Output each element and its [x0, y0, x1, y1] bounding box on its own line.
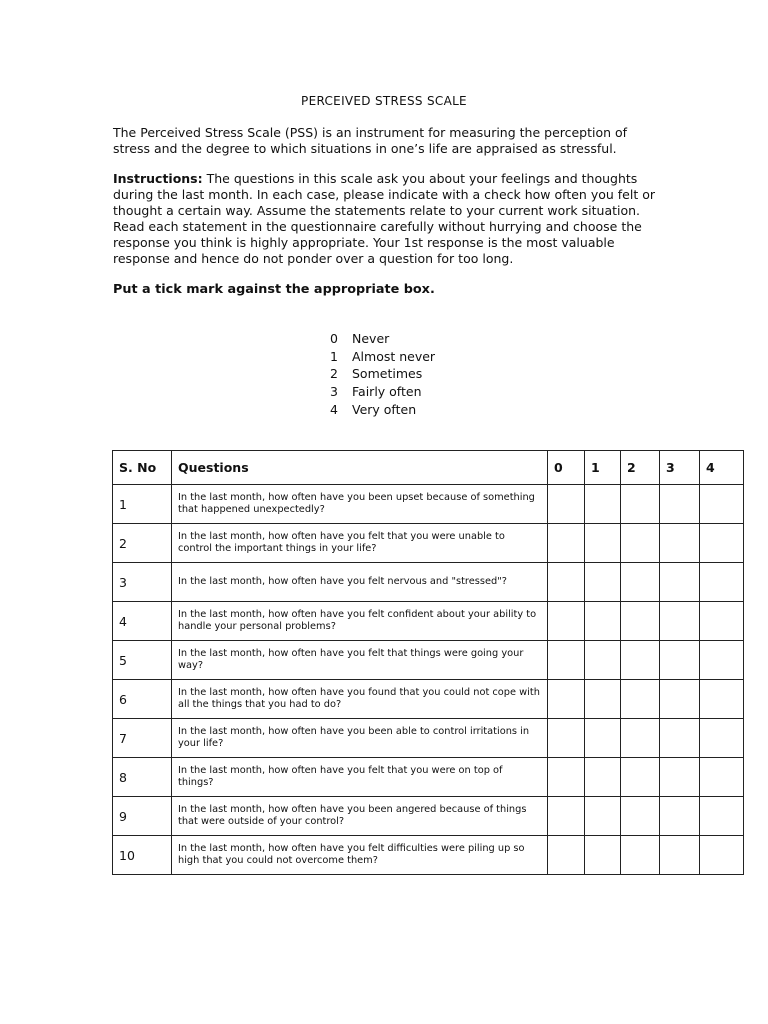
tick-box-3[interactable]: [660, 836, 700, 875]
row-question: In the last month, how often have you been able to control irritations in your life?: [172, 719, 548, 758]
tick-box-4[interactable]: [700, 719, 744, 758]
tick-box-0[interactable]: [548, 563, 585, 602]
row-question: In the last month, how often have you felt that things were going your way?: [172, 641, 548, 680]
tick-box-0[interactable]: [548, 758, 585, 797]
tick-box-1[interactable]: [585, 563, 621, 602]
tick-box-0[interactable]: [548, 641, 585, 680]
scale-item: [330, 401, 435, 419]
tick-box-0[interactable]: [548, 836, 585, 875]
tick-box-4[interactable]: [700, 485, 744, 524]
table-row: [113, 719, 744, 758]
tick-instruction: Put a tick mark against the appropriate box.: [113, 282, 435, 297]
tick-box-1[interactable]: [585, 485, 621, 524]
row-question: In the last month, how often have you felt difficulties were piling up so high that you could not overcome them?: [172, 836, 548, 875]
stress-questionnaire-table: [112, 450, 744, 875]
tick-box-1[interactable]: [585, 758, 621, 797]
tick-box-3[interactable]: [660, 563, 700, 602]
tick-box-1[interactable]: [585, 797, 621, 836]
tick-box-1[interactable]: [585, 719, 621, 758]
tick-box-3[interactable]: [660, 719, 700, 758]
header-questions: Questions: [172, 451, 548, 485]
table-row: [113, 641, 744, 680]
tick-box-2[interactable]: [621, 563, 660, 602]
row-sno: 8: [113, 758, 172, 797]
tick-box-0[interactable]: [548, 524, 585, 563]
header-option-1: 1: [585, 451, 621, 485]
scale-label: Fairly often: [352, 384, 422, 400]
row-question: In the last month, how often have you been angered because of things that were outside of your control?: [172, 797, 548, 836]
row-question: In the last month, how often have you felt that you were unable to control the important things in your life?: [172, 524, 548, 563]
tick-box-2[interactable]: [621, 680, 660, 719]
scale-item: [330, 348, 435, 366]
row-sno: 2: [113, 524, 172, 563]
table-row: [113, 836, 744, 875]
scale-value: 4: [330, 401, 338, 417]
tick-box-1[interactable]: [585, 524, 621, 563]
row-sno: 7: [113, 719, 172, 758]
scale-label: Almost never: [352, 348, 436, 364]
row-question: In the last month, how often have you felt confident about your ability to handle your personal problems?: [172, 602, 548, 641]
row-question: In the last month, how often have you been upset because of something that happened unexpectedly?: [172, 485, 548, 524]
page-title: PERCEIVED STRESS SCALE: [301, 94, 467, 108]
row-sno: 6: [113, 680, 172, 719]
table-row: [113, 524, 744, 563]
table-row: [113, 680, 744, 719]
instructions-text: The questions in this scale ask you about your feelings and thoughts during the last month. In each case, please indicate with a check how often you felt or thought a certain way. Assume the statements relate to your current work situation. Read each statement in the questionnaire carefully without hurrying and choose the response you think is highly appropriate. Your 1st response is the most valuable response and hence do not ponder over a question for too long.: [113, 171, 655, 266]
row-sno: 1: [113, 485, 172, 524]
scale-value: 0: [330, 331, 338, 346]
intro-paragraph: The Perceived Stress Scale (PSS) is an instrument for measuring the perception of stress and the degree to which situations in one’s life are appraised as stressful.: [113, 125, 628, 156]
tick-box-3[interactable]: [660, 602, 700, 641]
tick-box-2[interactable]: [621, 485, 660, 524]
tick-box-4[interactable]: [700, 524, 744, 563]
tick-box-2[interactable]: [621, 836, 660, 875]
tick-box-1[interactable]: [585, 602, 621, 641]
header-option-2: 2: [621, 451, 660, 485]
tick-box-2[interactable]: [621, 719, 660, 758]
tick-box-0[interactable]: [548, 602, 585, 641]
row-sno: 3: [113, 563, 172, 602]
instructions-label: Instructions:: [113, 171, 203, 186]
table-row: [113, 485, 744, 524]
tick-box-3[interactable]: [660, 797, 700, 836]
tick-box-4[interactable]: [700, 836, 744, 875]
tick-box-0[interactable]: [548, 680, 585, 719]
table-row: [113, 797, 744, 836]
tick-box-4[interactable]: [700, 563, 744, 602]
tick-box-2[interactable]: [621, 524, 660, 563]
header-option-4: 4: [700, 451, 744, 485]
instructions-paragraph: [113, 171, 658, 267]
scale-item: [330, 365, 435, 383]
tick-box-2[interactable]: [621, 797, 660, 836]
tick-box-3[interactable]: [660, 758, 700, 797]
tick-box-0[interactable]: [548, 797, 585, 836]
row-question: In the last month, how often have you felt that you were on top of things?: [172, 758, 548, 797]
row-sno: 5: [113, 641, 172, 680]
table-row: [113, 563, 744, 602]
table-row: [113, 602, 744, 641]
row-sno: 9: [113, 797, 172, 836]
scale-value: 1: [330, 348, 338, 364]
scale-value: 2: [330, 366, 338, 382]
tick-box-4[interactable]: [700, 758, 744, 797]
scale-label: Never: [352, 331, 390, 346]
row-question: In the last month, how often have you found that you could not cope with all the things that you had to do?: [172, 680, 548, 719]
tick-box-2[interactable]: [621, 602, 660, 641]
tick-box-4[interactable]: [700, 680, 744, 719]
header-option-0: 0: [548, 451, 585, 485]
response-scale-legend: [330, 330, 435, 418]
tick-box-1[interactable]: [585, 680, 621, 719]
scale-label: Very often: [352, 401, 417, 417]
table-header-row: [113, 451, 744, 485]
row-sno: 10: [113, 836, 172, 875]
tick-box-0[interactable]: [548, 485, 585, 524]
row-sno: 4: [113, 602, 172, 641]
scale-item: [330, 330, 435, 348]
scale-value: 3: [330, 384, 338, 400]
tick-box-1[interactable]: [585, 641, 621, 680]
scale-item: [330, 383, 435, 401]
tick-box-2[interactable]: [621, 758, 660, 797]
tick-box-3[interactable]: [660, 524, 700, 563]
scale-label: Sometimes: [352, 366, 423, 382]
tick-box-4[interactable]: [700, 641, 744, 680]
row-question: In the last month, how often have you felt nervous and "stressed"?: [172, 563, 548, 602]
tick-box-3[interactable]: [660, 485, 700, 524]
tick-box-1[interactable]: [585, 836, 621, 875]
tick-box-3[interactable]: [660, 680, 700, 719]
table-row: [113, 758, 744, 797]
tick-box-4[interactable]: [700, 602, 744, 641]
tick-box-2[interactable]: [621, 641, 660, 680]
tick-box-4[interactable]: [700, 797, 744, 836]
tick-box-3[interactable]: [660, 641, 700, 680]
tick-box-0[interactable]: [548, 719, 585, 758]
header-sno: S. No: [113, 451, 172, 485]
header-option-3: 3: [660, 451, 700, 485]
